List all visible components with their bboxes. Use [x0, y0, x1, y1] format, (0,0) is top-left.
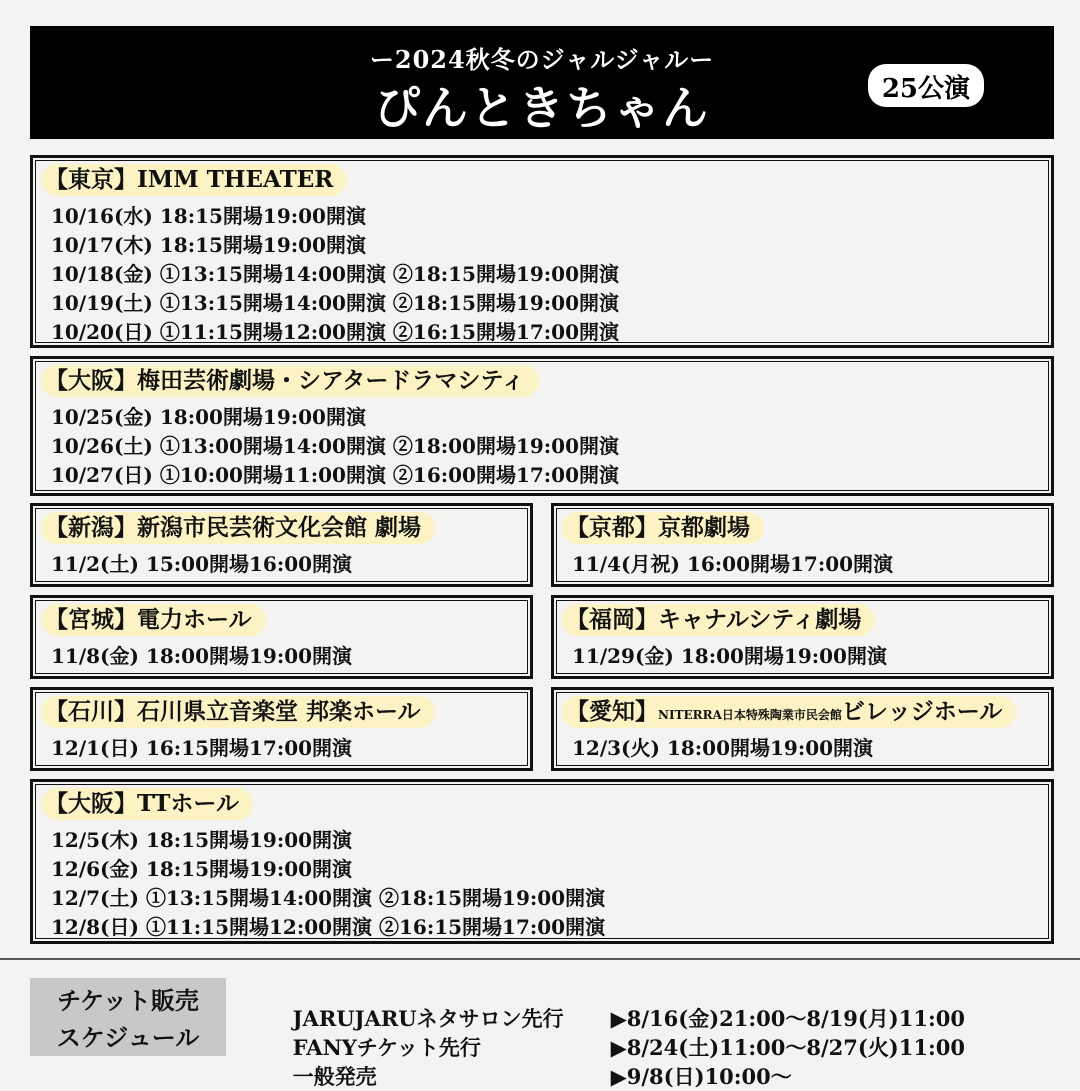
- venue-name: 【大阪】TTホール: [41, 788, 253, 820]
- show-time: 12/3(火) 18:00開場19:00開演: [572, 736, 874, 760]
- tour-title: ぴんときちゃん: [374, 81, 710, 135]
- venue-prefecture: 【愛知】: [566, 698, 658, 725]
- performance-count-badge: 25公演: [868, 64, 984, 107]
- show-time: 10/27(日) ①10:00開場11:00開演 ②16:00開場17:00開演: [51, 463, 620, 487]
- ticket-label-line1: チケット販売: [57, 986, 199, 1015]
- ticket-sale-period: ▶9/8(日)10:00〜: [610, 1064, 792, 1089]
- ticket-label-line2: スケジュール: [56, 1023, 200, 1052]
- show-time: 11/8(金) 18:00開場19:00開演: [51, 644, 353, 668]
- ticket-row: [278, 1036, 792, 1091]
- section-divider: [0, 958, 1080, 960]
- header-banner: [30, 26, 1054, 139]
- show-time: 10/26(土) ①13:00開場14:00開演 ②18:00開場19:00開演: [51, 434, 620, 458]
- venue-card-niigata: [30, 503, 533, 587]
- venue-card-ishikawa: [30, 687, 533, 771]
- show-time: 10/25(金) 18:00開場19:00開演: [51, 405, 366, 429]
- venue-card-tokyo: [30, 155, 1054, 348]
- venue-card-fukuoka: [551, 595, 1054, 679]
- venue-sponsor-name: NITERRA日本特殊陶業市民会館: [658, 708, 842, 722]
- venue-card-osaka-tt: [30, 779, 1054, 944]
- venue-name: 【福岡】キャナルシティ劇場: [562, 604, 875, 636]
- venue-name: [562, 696, 1016, 728]
- venue-name: 【新潟】新潟市民芸術文化会館 劇場: [41, 512, 435, 544]
- venue-name: 【京都】京都劇場: [562, 512, 764, 544]
- tour-subtitle: ー2024秋冬のジャルジャルー: [369, 45, 715, 74]
- ticket-sale-name: JARUJARUネタサロン先行: [292, 1006, 564, 1031]
- venue-hall-name: ビレッジホール: [841, 698, 1003, 725]
- show-time: 12/8(日) ①11:15開場12:00開演 ②16:15開場17:00開演: [51, 915, 606, 939]
- venue-card-osaka-umeda: [30, 356, 1054, 496]
- ticket-sale-name: FANYチケット先行: [292, 1035, 481, 1060]
- venue-name: 【石川】石川県立音楽堂 邦楽ホール: [41, 696, 435, 728]
- ticket-schedule-label: [30, 978, 226, 1056]
- venue-name: 【東京】IMM THEATER: [41, 164, 347, 196]
- venue-card-kyoto: [551, 503, 1054, 587]
- show-time: 11/29(金) 18:00開場19:00開演: [572, 644, 887, 668]
- venue-name: 【大阪】梅田芸術劇場・シアタードラマシティ: [41, 365, 539, 397]
- show-time: 10/17(木) 18:15開場19:00開演: [51, 233, 366, 257]
- show-time: 11/4(月祝) 16:00開場17:00開演: [572, 552, 894, 576]
- ticket-sale-name: 一般発売: [292, 1064, 377, 1089]
- venue-card-miyagi: [30, 595, 533, 679]
- show-time: 10/16(水) 18:15開場19:00開演: [51, 204, 366, 228]
- venue-name: 【宮城】電力ホール: [41, 604, 266, 636]
- show-time: 11/2(土) 15:00開場16:00開演: [51, 552, 353, 576]
- show-time: 10/19(土) ①13:15開場14:00開演 ②18:15開場19:00開演: [51, 291, 620, 315]
- show-time: 10/18(金) ①13:15開場14:00開演 ②18:15開場19:00開演: [51, 262, 620, 286]
- show-time: 12/7(土) ①13:15開場14:00開演 ②18:15開場19:00開演: [51, 886, 606, 910]
- show-time: 12/5(木) 18:15開場19:00開演: [51, 828, 353, 852]
- show-time: 12/1(日) 16:15開場17:00開演: [51, 736, 353, 760]
- show-time: 10/20(日) ①11:15開場12:00開演 ②16:15開場17:00開演: [51, 320, 620, 344]
- ticket-sale-period: ▶8/16(金)21:00〜8/19(月)11:00: [610, 1006, 965, 1031]
- ticket-sale-period: ▶8/24(土)11:00〜8/27(火)11:00: [610, 1035, 965, 1060]
- venue-card-aichi: [551, 687, 1054, 771]
- show-time: 12/6(金) 18:15開場19:00開演: [51, 857, 353, 881]
